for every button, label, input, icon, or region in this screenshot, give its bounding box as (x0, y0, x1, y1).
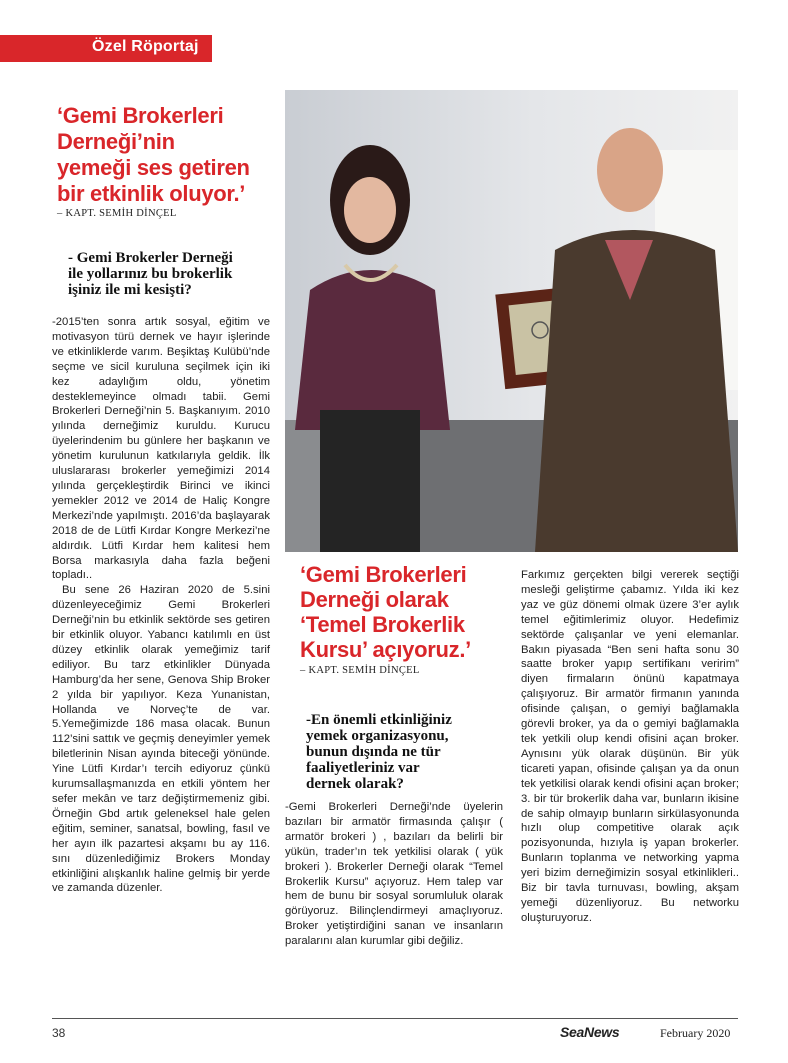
pullquote-line: ‘Gemi Brokerleri (57, 103, 224, 128)
paragraph: Bu sene 26 Haziran 2020 de 5.sini düzenleyeceğimiz Gemi Brokerleri Derneği’nin bu etkinlik sektörde ses getiren bir etkinlik oluyor. Yabancı katılımlı en üst düzey etkinlik olarak yemeğimiz tarif ediliyor. Bu tarz etkinlikler Dünyada Hamburg’da her sene, Genova Ship Broker 2 yılda bir yapılıyor. Keza Yunanistan, Hollanda ve Norveç’te de var. 5.Yemeğimizde 186 masa olacak. Bunun 112’sini sattık ve geçmiş deneyimler yemek biletlerinin Nisan ayında biteceği yönünde. Yine Lütfi Kırdar’ı tercih ediyoruz çünkü kurumsallaşmanızda en etkili yöntem her sefer mekân ve tarz değiştirmemeniz gibi. Örneğin Gbd artık geleneksel hale gelen eğitim, seminer, sanatsal, bowling, fasıl ve her ayın ilk pazartesi akşamı bu ay 116. sını düzenlediğimiz Brokers Monday etkinliğini alışkanlık haline gelmiş bir yerde ve zamanda düzenler. (52, 584, 270, 895)
pullquote-mid-byline: – KAPT. SEMİH DİNÇEL (300, 665, 420, 676)
question-line: bunun dışında ne tür (306, 744, 441, 760)
question-line: işiniz ile mi kesişti? (68, 282, 192, 298)
pullquote-mid (300, 562, 471, 662)
question-line: dernek olarak? (306, 776, 404, 792)
pullquote-line: Derneği olarak (300, 587, 449, 612)
pullquote-line: Derneği’nin (57, 129, 175, 154)
column-middle (285, 800, 503, 949)
section-tab (0, 35, 212, 62)
question-1 (68, 250, 233, 298)
question-line: faaliyetleriniz var (306, 760, 420, 776)
question-2 (306, 712, 452, 792)
issue-date: February 2020 (660, 1026, 731, 1040)
magazine-logo: SeaNews (560, 1024, 620, 1040)
pullquote-line: yemeği ses getiren (57, 155, 250, 180)
column-left (52, 315, 270, 896)
question-line: ile yollarınız bu brokerlik (68, 266, 233, 282)
pullquote-top-byline: – KAPT. SEMİH DİNÇEL (57, 208, 177, 219)
footer-rule (52, 1018, 738, 1019)
pullquote-line: Kursu’ açıyoruz.’ (300, 637, 471, 662)
question-line: - Gemi Brokerler Derneği (68, 250, 233, 266)
section-label: Özel Röportaj (92, 38, 199, 55)
pullquote-line: bir etkinlik oluyor.’ (57, 181, 246, 206)
paragraph: -2015’ten sonra artık sosyal, eğitim ve motivasyon türü dernek ve hayır işlerinde ve etkinliklerde varım. Beşiktaş Kulübü’nde seçme ve sicil kuruluna seçilmek için iki kez adaylığım oldu, yönetim desteklemeyince olmadı tabii. Gemi Brokerleri Derneği’nin 5. Başkanıyım. 2010 yılında derneğimiz kuruldu. Kurucu üyelerindenim bu günlere her başkanın ve yönetim kurulunun katkılarıyla geldik. İlk uluslararası brokerler yemeğimizi 2014 yılında gerçekleştirdik Birinci ve ikinci yemekler 2012 ve 2014 de Haliç Kongre Merkezi’nde yapılmıştı. 2016’da başlayarak 2018 de de Lütfi Kırdar Kongre Merkezi’ne aldırdık. Lütfi Kırdar hem kalitesi hem Borsa markasıyla daha fazla beğeni topladı.. (52, 316, 270, 582)
page-number: 38 (52, 1026, 66, 1040)
interview-photo (285, 90, 738, 552)
question-line: yemek organizasyonu, (306, 728, 449, 744)
paragraph: Farkımız gerçekten bilgi vererek seçtiği mesleği geliştirme çabamız. Yılda iki kez yaz ve güz dönemi olmak üzere 3’er aylık temel eğitimlerimiz oluyor. Hedefimiz sektörde çalışanlar ve yeni elemanlar. Bakın piyasada “Ben seni hafta sonu 30 saatte broker yapıp sertifikanı veririm” diyen firmaların önünü kapatmaya çalışıyoruz. Bir armatör firmanın yanında ofisinde çalışan, o gemiyi bağlamakla görevli broker, ya da o gemiyi bağlamakla tek yetkili olup kendi ofisini açan broker. Aynısını yük olarak düşünün. Bir yük ticareti yapan, ofisinde çalışan ya da onun tek yetkilisi olarak kendi ofisini açan broker; 3. bir tür brokerlik daha var, bunların ikisine de sahip olmayıp bunların sirkülasyonunda hızlı olup competitive olarak açık pozisyonunda, hızıyla iş yapan brokerler. Bunların toplanma ve networking yapma yeri bizim derneğimizin sosyal etkinlikleri.. Biz bir tavla turnuvası, bowling, akşam yemeği düzenliyoruz. Bu networku oluşturuyoruz. (521, 569, 739, 924)
pullquote-top (57, 103, 250, 207)
paragraph: -Gemi Brokerleri Derneği’nde üyelerin bazıları bir armatör firmasında çalışır ( armatör brokeri ) , bazıları da belirli bir yükün, trader’ın tek yetkilisi olarak ( yük brokeri ). Brokerler Derneği olarak “Temel Brokerlik Kursu” açıyoruz. Hem talep var hem de bunu bir sosyal sorumluluk olarak görüyoruz. Bilinçlendirmeyi amaçlıyoruz. Broker yetiştirdiğini sanan ve insanların paralarını alan kurumlar gibi değiliz. (285, 801, 503, 948)
column-right (521, 568, 739, 926)
pullquote-line: ‘Gemi Brokerleri (300, 562, 467, 587)
pullquote-line: ‘Temel Brokerlik (300, 612, 465, 637)
photo-icon (285, 90, 738, 552)
question-line: -En önemli etkinliğiniz (306, 712, 452, 728)
